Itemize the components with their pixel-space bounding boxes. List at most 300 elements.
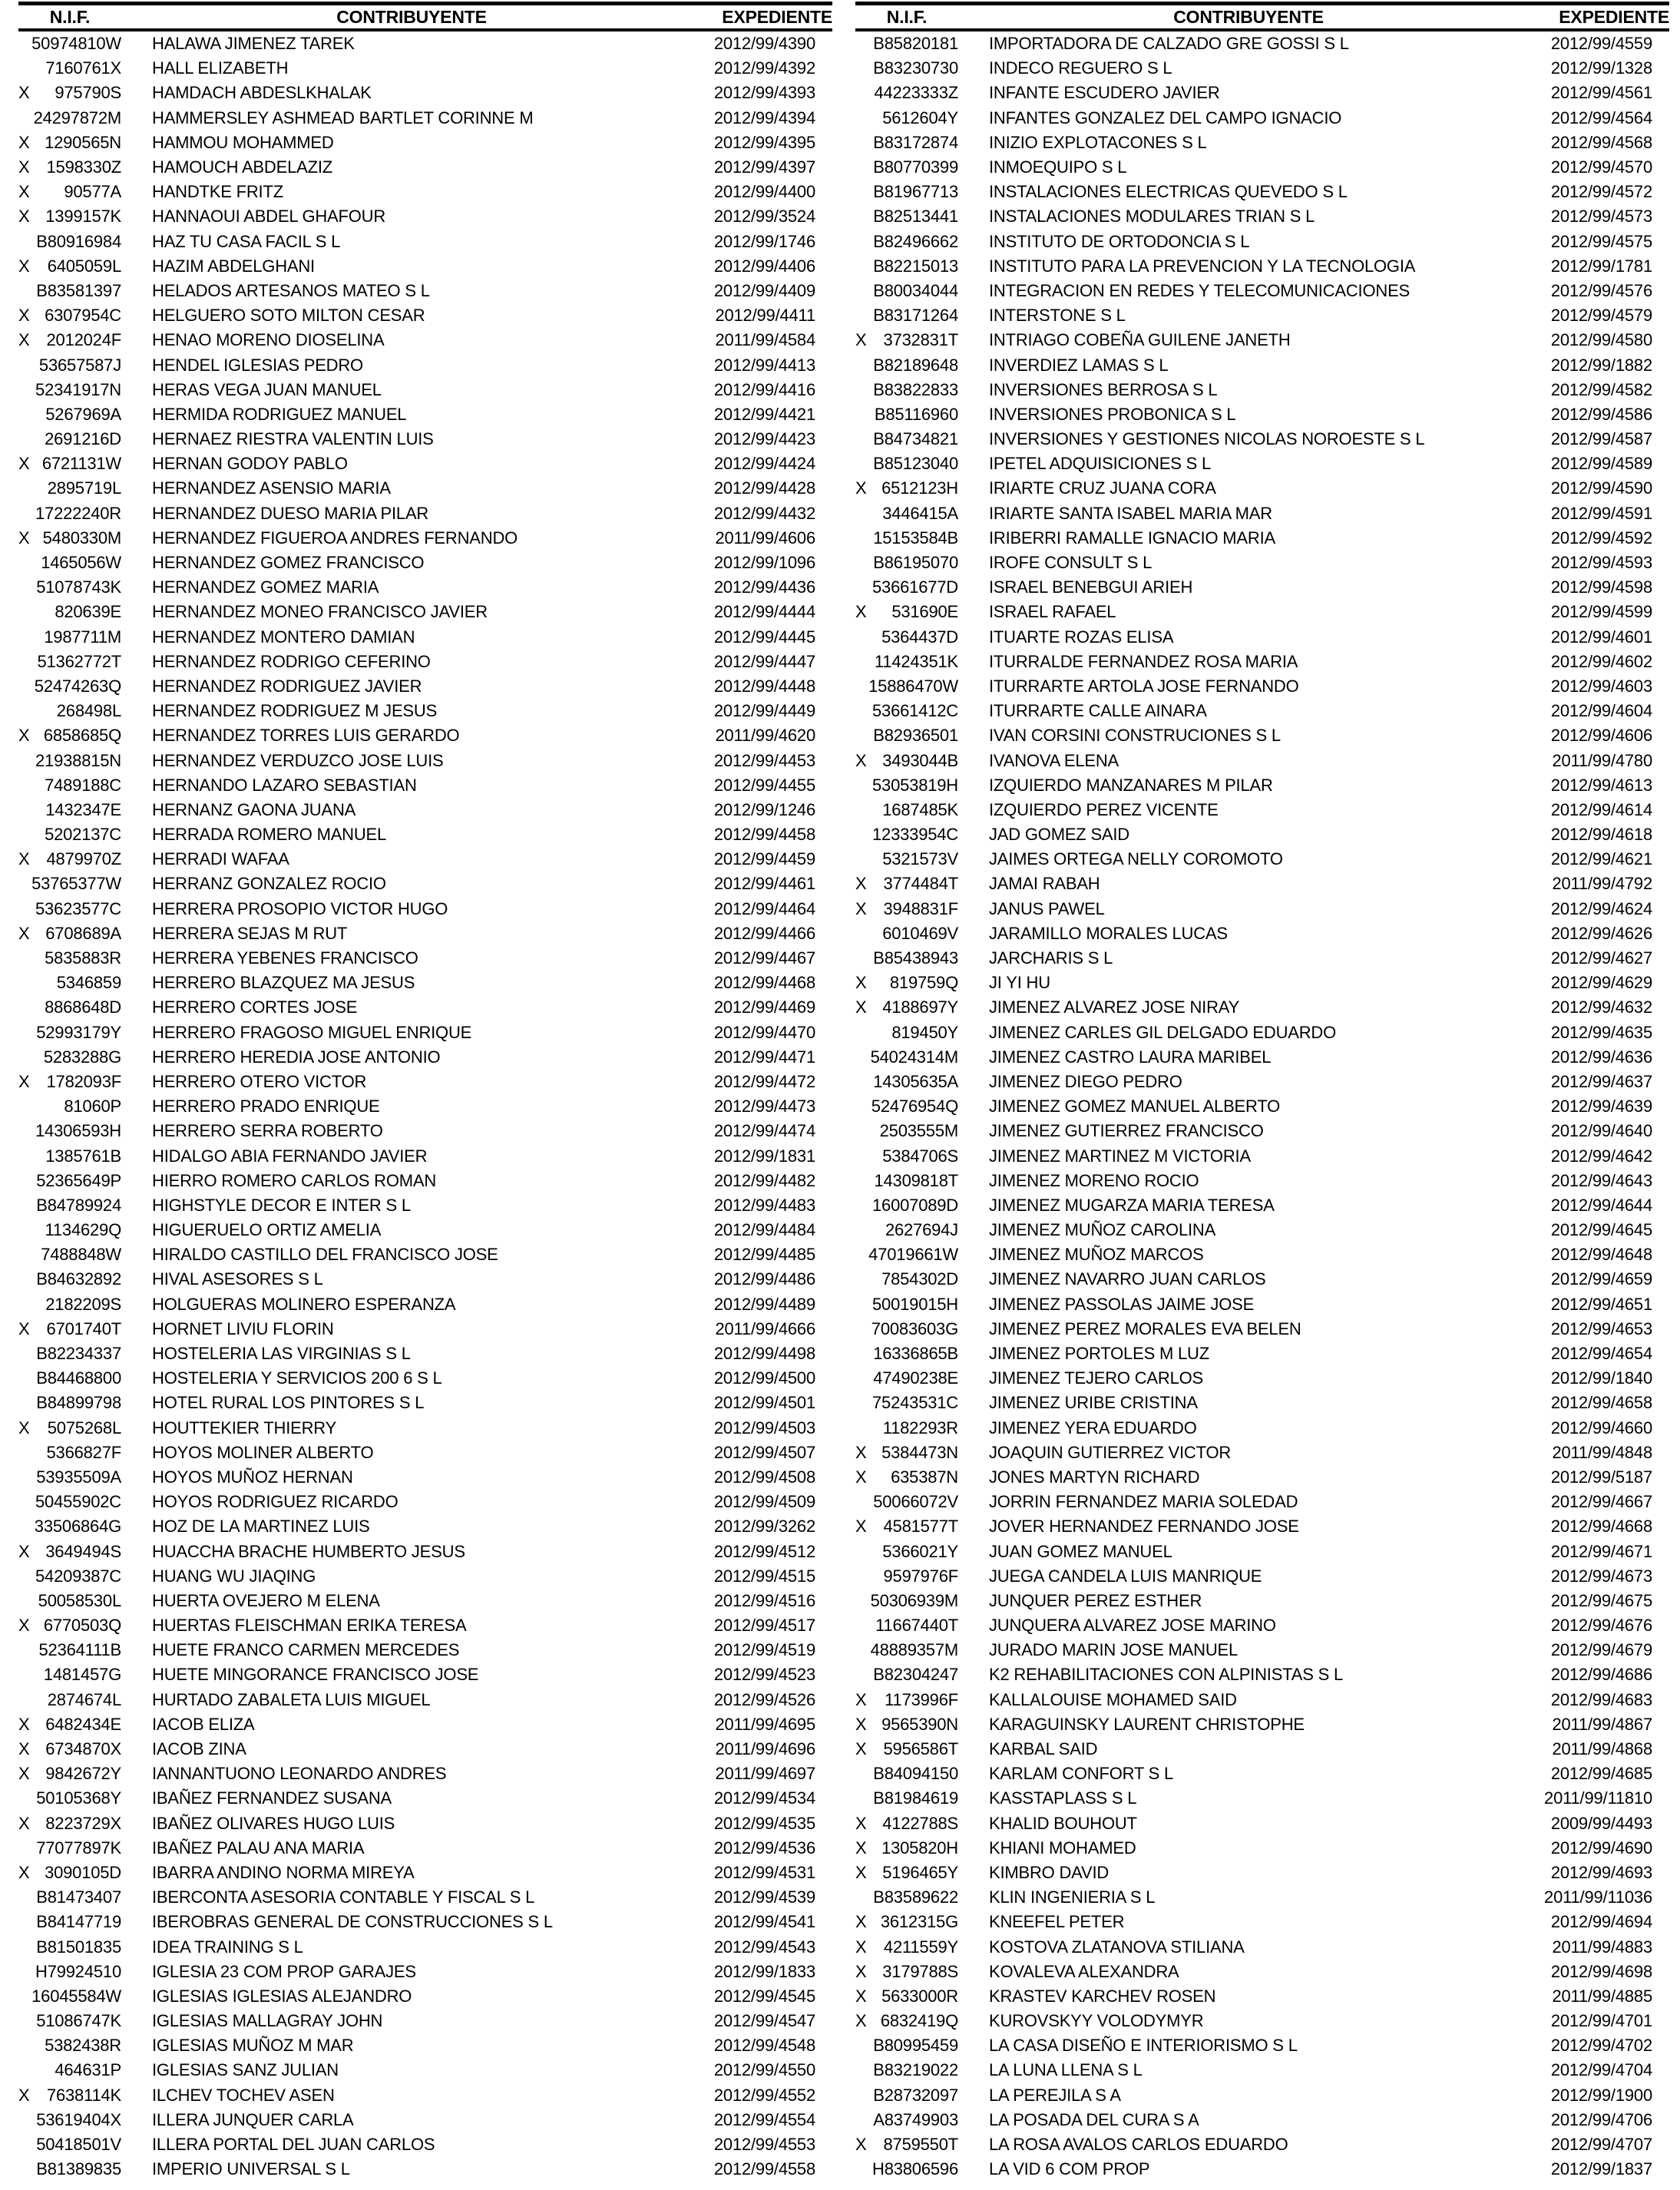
nif-cell: 3446415A [882,503,958,523]
table-row [855,625,1669,650]
contribuyente-cell: IRIARTE CRUZ JUANA CORA [989,478,1216,498]
expediente-cell: 2012/99/4601 [1550,627,1652,647]
nif-prefix: X [18,726,30,746]
contribuyente-cell: K2 REHABILITACIONES CON ALPINISTAS S L [989,1665,1344,1685]
nif-cell [18,83,121,103]
expediente-cell: 2012/99/4640 [1550,1121,1652,1141]
nif-cell: 6010469V [882,923,958,943]
expediente-cell: 2009/99/4493 [1550,1813,1652,1833]
nif-prefix: X [18,528,30,548]
table-row [855,2083,1669,2108]
expediente-cell: 2012/99/4432 [713,503,815,523]
nif-prefix: X [18,132,30,152]
expediente-cell: 2012/99/4653 [1550,1318,1652,1338]
table-row [18,526,832,551]
contribuyente-cell: HUETE FRANCO CARMEN MERCEDES [152,1640,460,1660]
expediente-cell: 2012/99/4466 [713,923,815,943]
nif-number: 6858685Q [43,726,121,746]
expediente-cell: 2012/99/4536 [713,1838,815,1858]
table-row [18,1737,832,1762]
nif-cell: B82215013 [873,256,958,276]
nif-prefix: X [855,330,867,350]
nif-cell [18,454,121,474]
contribuyente-cell: LA POSADA DEL CURA S A [989,2109,1199,2129]
table-row [855,1638,1669,1662]
table-row [855,155,1669,180]
table-row [855,872,1669,896]
table-row [855,204,1669,229]
table-row [18,1317,832,1341]
table-row [18,1045,832,1070]
contribuyente-cell: HALL ELIZABETH [152,58,289,78]
nif-cell: 47019661W [868,1245,958,1265]
contribuyente-cell: HIRALDO CASTILLO DEL FRANCISCO JOSE [152,1245,498,1265]
contribuyente-cell: JIMENEZ YERA EDUARDO [989,1418,1197,1437]
table-row [18,575,832,600]
expediente-cell: 2012/99/4526 [713,1689,815,1709]
contribuyente-cell: JUAN GOMEZ MANUEL [989,1541,1172,1561]
nif-cell: 5366827F [46,1442,121,1462]
nif-number: 3774484T [883,874,958,894]
table-row [18,476,832,501]
nif-cell: 52476954Q [871,1097,958,1117]
contribuyente-cell: HENAO MORENO DIOSELINA [152,330,385,350]
expediente-cell: 2012/99/1096 [713,553,815,573]
expediente-cell: 2012/99/4590 [1550,478,1652,498]
expediente-cell: 2012/99/4545 [713,1986,815,2006]
table-row [855,847,1669,872]
expediente-cell: 2012/99/1246 [713,799,815,819]
nif-cell [855,997,958,1017]
nif-prefix: X [18,1739,30,1759]
table-row [18,847,832,872]
expediente-cell: 2012/99/4394 [713,108,815,127]
expediente-cell: 2012/99/4459 [713,849,815,869]
nif-cell [855,973,958,993]
expediente-cell: 2011/99/4867 [1552,1714,1652,1734]
contribuyente-cell: JUEGA CANDELA LUIS MANRIQUE [989,1566,1262,1586]
table-row [18,822,832,847]
nif-cell: 819450Y [891,1022,958,1042]
nif-prefix: X [855,1517,867,1537]
contribuyente-cell: INSTITUTO PARA LA PREVENCION Y LA TECNOLOGIA [989,256,1416,276]
table-row [18,551,832,575]
table-row [18,2132,832,2157]
expediente-cell: 2012/99/4659 [1550,1269,1652,1289]
nif-number: 8759550T [883,2135,958,2155]
table-row [855,1861,1669,1885]
table-row [855,2108,1669,2132]
nif-prefix: X [855,874,867,894]
nif-cell: 1465056W [41,553,121,573]
nif-cell: 2503555M [879,1121,958,1141]
contribuyente-cell: HIGUERUELO ORTIZ AMELIA [152,1220,382,1240]
nif-cell: 50455902C [35,1492,121,1512]
table-row [855,674,1669,699]
nif-cell: 75243531C [872,1393,958,1413]
expediente-cell: 2012/99/4604 [1550,701,1652,721]
nif-cell: B85116960 [874,404,958,424]
contribuyente-cell: HERRERO OTERO VICTOR [152,1071,367,1091]
nif-cell: B80034044 [873,280,958,300]
contribuyente-cell: IVAN CORSINI CONSTRUCIONES S L [989,726,1281,746]
contribuyente-cell: KARAGUINSKY LAURENT CHRISTOPHE [989,1714,1305,1734]
expediente-cell: 2012/99/4421 [713,404,815,424]
nif-prefix: X [18,182,30,202]
nif-cell: 52364111B [38,1640,121,1660]
contribuyente-cell: KOSTOVA ZLATANOVA STILIANA [989,1937,1245,1957]
nif-cell: 15153584B [873,528,958,548]
nif-cell: 2691216D [45,429,121,449]
table-row [855,402,1669,427]
nif-number: 975790S [55,83,121,103]
table-row [18,921,832,946]
contribuyente-cell: HAZ TU CASA FACIL S L [152,231,341,251]
expediente-cell: 2012/99/4489 [713,1294,815,1314]
contribuyente-cell: KHALID BOUHOUT [989,1813,1137,1833]
nif-cell: 268498L [56,701,121,721]
expediente-cell: 2012/99/4472 [713,1071,815,1091]
nif-cell [18,1616,121,1636]
contribuyente-cell: JUNQUER PEREZ ESTHER [989,1590,1202,1610]
nif-cell: B80770399 [873,157,958,177]
expediente-cell: 2012/99/4573 [1550,207,1652,227]
nif-cell [855,874,958,894]
expediente-cell: 2012/99/4618 [1550,825,1652,845]
nif-number: 3179788S [882,1961,958,1981]
contribuyente-cell: IMPERIO UNIVERSAL S L [152,2159,350,2179]
nif-cell: A83749903 [873,2109,958,2129]
nif-prefix: X [855,997,867,1017]
expediente-cell: 2012/99/4624 [1550,898,1652,918]
nif-number: 6701740T [46,1318,121,1338]
table-row [855,1218,1669,1242]
table-row [855,1836,1669,1861]
expediente-cell: 2012/99/4589 [1550,454,1652,474]
nif-number: 3649494S [45,1541,121,1561]
table-header-row [855,5,1669,28]
nif-prefix: X [18,923,30,943]
contribuyente-cell: IPETEL ADQUISICIONES S L [989,454,1212,474]
table-row [18,674,832,699]
table-row [18,1242,832,1267]
table-row [855,551,1669,575]
expediente-cell: 2012/99/4676 [1550,1616,1652,1636]
contribuyente-cell: LA VID 6 COM PROP [989,2159,1150,2179]
table-row [855,1070,1669,1094]
nif-prefix: X [18,1071,30,1091]
nif-cell: B83822833 [873,379,958,399]
expediente-cell: 2012/99/4635 [1550,1022,1652,1042]
expediente-cell: 2012/99/4519 [713,1640,815,1660]
nif-cell: B28732097 [873,2085,958,2105]
contribuyente-cell: HELGUERO SOTO MILTON CESAR [152,306,425,326]
nif-cell: 53935509A [36,1467,121,1487]
expediente-cell: 2012/99/4592 [1550,528,1652,548]
table-row [18,1341,832,1366]
contribuyente-cell: JOVER HERNANDEZ FERNANDO JOSE [989,1517,1299,1537]
table-row [18,995,832,1020]
expediente-cell: 2012/99/4449 [713,701,815,721]
nif-cell [855,1937,958,1957]
table-row [18,1441,832,1465]
expediente-cell: 2012/99/4586 [1550,404,1652,424]
nif-number: 3493044B [882,750,958,770]
nif-cell: 21938815N [35,750,121,770]
table-row [18,155,832,180]
expediente-cell: 2012/99/4515 [713,1566,815,1586]
nif-number: 3948831F [883,898,958,918]
contribuyente-cell: HERRERA PROSOPIO VICTOR HUGO [152,898,448,918]
table-row [855,1045,1669,1070]
expediente-cell: 2012/99/4534 [713,1788,815,1808]
nif-cell: 53053819H [872,775,958,795]
expediente-cell: 2012/99/4503 [713,1418,815,1437]
expediente-cell: 2012/99/4690 [1550,1838,1652,1858]
contribuyente-cell: KRASTEV KARCHEV ROSEN [989,1986,1216,2006]
expediente-cell: 2012/99/4447 [713,651,815,671]
nif-cell: B81984619 [873,1788,958,1808]
expediente-cell: 2012/99/4467 [713,948,815,968]
expediente-cell: 2012/99/5187 [1550,1467,1652,1487]
contribuyente-cell: HELADOS ARTESANOS MATEO S L [152,280,430,300]
table-row [18,1169,832,1193]
expediente-cell: 2012/99/1781 [1550,256,1652,276]
table-row [18,1589,832,1613]
contribuyente-cell: INTEGRACION EN REDES Y TELECOMUNICACIONES [989,280,1410,300]
table-row [18,279,832,303]
expediente-cell: 2012/99/4643 [1550,1170,1652,1190]
contribuyente-cell: HERNANDEZ MONTERO DAMIAN [152,627,415,647]
contribuyente-cell: HERRADI WAFAA [152,849,289,869]
expediente-cell: 2012/99/4660 [1550,1418,1652,1437]
nif-prefix: X [855,2011,867,2031]
nif-number: 6512123H [881,478,958,498]
table-row [855,1441,1669,1465]
nif-cell: B84094150 [873,1764,958,1784]
table-row [855,352,1669,377]
expediente-cell: 2012/99/4668 [1550,1517,1652,1537]
table-row [18,1193,832,1218]
nif-cell [18,1814,121,1834]
expediente-cell: 2012/99/3524 [713,207,815,227]
contribuyente-cell: KARLAM CONFORT S L [989,1764,1174,1784]
expediente-cell: 2012/99/4637 [1550,1071,1652,1091]
contribuyente-cell: JIMENEZ MARTINEZ M VICTORIA [989,1146,1251,1166]
table-row [855,526,1669,551]
table-row [18,1836,832,1861]
contribuyente-cell: HIVAL ASESORES S L [152,1269,323,1289]
table-row [855,254,1669,279]
expediente-cell: 2011/99/4885 [1552,1986,1652,2006]
nif-prefix: X [855,1739,867,1759]
expediente-cell: 2012/99/4575 [1550,231,1652,251]
contribuyente-cell: HIERRO ROMERO CARLOS ROMAN [152,1170,437,1190]
contribuyente-cell: JAD GOMEZ SAID [989,825,1129,845]
table-row [855,773,1669,798]
table-row [18,1712,832,1737]
expediente-cell: 2012/99/4580 [1550,330,1652,350]
nif-cell: B83581397 [36,280,121,300]
contribuyente-cell: IGLESIAS SANZ JULIAN [152,2060,339,2080]
contribuyente-cell: HERRANZ GONZALEZ ROCIO [152,874,386,894]
table-row [18,1292,832,1317]
expediente-cell: 2012/99/1840 [1550,1368,1652,1388]
nif-cell: 81060P [64,1097,121,1117]
contribuyente-cell: HERRERO PRADO ENRIQUE [152,1097,380,1117]
nif-cell: 50105368Y [36,1788,121,1808]
expediente-cell: 2012/99/4498 [713,1344,815,1364]
nif-prefix: X [855,1442,867,1462]
expediente-cell: 2012/99/4485 [713,1245,815,1265]
nif-number: 4211559Y [883,1937,958,1957]
nif-prefix: X [18,454,30,474]
table-row [855,427,1669,452]
expediente-cell: 2012/99/4423 [713,429,815,449]
expediente-cell: 2012/99/4599 [1550,602,1652,622]
contribuyente-cell: INTRIAGO COBEÑA GUILENE JANETH [989,330,1291,350]
nif-cell: B83172874 [873,132,958,152]
table-header-row [18,5,832,28]
table-row [855,946,1669,971]
nif-number: 3090105D [45,1862,121,1882]
expediente-cell: 2012/99/4642 [1550,1146,1652,1166]
expediente-cell: 2012/99/4455 [713,775,815,795]
contribuyente-cell: HERNANDEZ FIGUEROA ANDRES FERNANDO [152,528,518,548]
nif-prefix: X [855,973,867,993]
contribuyente-cell: HUACCHA BRACHE HUMBERTO JESUS [152,1541,465,1561]
contribuyente-cell: KALLALOUISE MOHAMED SAID [989,1689,1237,1709]
table-row [18,106,832,131]
contribuyente-cell: HURTADO ZABALETA LUIS MIGUEL [152,1689,431,1709]
nif-cell: B83589622 [873,1887,958,1907]
table-row [855,1490,1669,1514]
table-row [18,1564,832,1589]
nif-cell [855,1912,958,1932]
expediente-cell: 2011/99/4697 [715,1764,815,1784]
expediente-cell: 2012/99/4470 [713,1022,815,1042]
expediente-cell: 2012/99/4543 [713,1937,815,1957]
nif-cell: 1987711M [44,627,121,647]
expediente-cell: 2012/99/4639 [1550,1097,1652,1117]
contribuyente-cell: INVERSIONES Y GESTIONES NICOLAS NOROESTE S L [989,429,1425,449]
nif-cell: 16336865B [873,1344,958,1364]
nif-cell: 464631P [55,2060,121,2080]
expediente-cell: 2012/99/4667 [1550,1492,1652,1512]
table-row [855,180,1669,204]
table-row [18,131,832,155]
nif-prefix: X [18,1764,30,1784]
nif-cell: 48889357M [870,1640,958,1660]
table-row [18,352,832,377]
contribuyente-cell: HERRERA YEBENES FRANCISCO [152,948,418,968]
nif-number: 8223729X [45,1813,121,1833]
expediente-cell: 2012/99/4553 [713,2135,815,2155]
contribuyente-cell: IZQUIERDO PEREZ VICENTE [989,799,1219,819]
contribuyente-cell: HERRERO CORTES JOSE [152,997,358,1017]
nif-cell: B81473407 [36,1887,121,1907]
nif-cell: 77077897K [36,1838,121,1858]
table-row [18,501,832,526]
nif-cell [855,899,958,919]
expediente-cell: 2012/99/4683 [1550,1689,1652,1709]
contribuyente-cell: KHIANI MOHAMED [989,1838,1136,1858]
nif-cell: B84899798 [36,1393,121,1413]
nif-prefix: X [855,1813,867,1833]
nif-number: 4188697Y [882,997,958,1017]
nif-prefix: X [855,602,867,622]
nif-cell [18,726,121,746]
expediente-cell: 2012/99/4602 [1550,651,1652,671]
nif-cell [855,2135,958,2155]
contribuyente-cell: JIMENEZ PASSOLAS JAIME JOSE [989,1294,1255,1314]
table-row [18,81,832,105]
nif-cell: B83219022 [873,2060,958,2080]
contribuyente-cell: IACOB ZINA [152,1739,246,1759]
table-row [855,106,1669,131]
table-row [855,1193,1669,1218]
nif-cell: 7488848W [41,1245,121,1265]
expediente-cell: 2012/99/4629 [1550,973,1652,993]
expediente-cell: 2011/99/4696 [715,1739,815,1759]
expediente-cell: 2012/99/4658 [1550,1393,1652,1413]
expediente-cell: 2012/99/4694 [1550,1912,1652,1932]
table-row [855,1934,1669,1959]
expediente-cell: 2012/99/4679 [1550,1640,1652,1660]
nif-number: 5196465Y [882,1862,958,1882]
nif-cell: B82189648 [873,355,958,375]
nif-cell [855,1517,958,1537]
nif-cell: 7854302D [881,1269,958,1289]
nif-cell [18,306,121,326]
table-row [855,1786,1669,1811]
column-header-nif: N.I.F. [49,6,91,27]
contribuyente-cell: IBAÑEZ OLIVARES HUGO LUIS [152,1813,395,1833]
nif-cell [855,1838,958,1858]
nif-number: 635387N [891,1467,958,1487]
table-row [18,1910,832,1934]
contribuyente-cell: ILLERA PORTAL DEL JUAN CARLOS [152,2135,435,2155]
nif-cell: 50066072V [873,1492,958,1512]
nif-prefix: X [855,1467,867,1487]
expediente-cell: 2012/99/4613 [1550,775,1652,795]
expediente-cell: 2012/99/4706 [1550,2109,1652,2129]
expediente-cell: 2012/99/4390 [713,34,815,54]
table-row [855,1910,1669,1934]
expediente-cell: 2012/99/4474 [713,1121,815,1141]
table-row [855,921,1669,946]
contribuyente-cell: HERNANDEZ RODRIGO CEFERINO [152,651,431,671]
table-row [855,1416,1669,1441]
contribuyente-cell: IGLESIA 23 COM PROP GARAJES [152,1961,416,1981]
table-row [18,1688,832,1712]
contribuyente-cell: INSTITUTO DE ORTODONCIA S L [989,231,1250,251]
nif-prefix: X [855,1862,867,1882]
expediente-cell: 2012/99/4598 [1550,577,1652,597]
table-row [18,1811,832,1836]
contribuyente-cell: HERNAN GODOY PABLO [152,454,348,474]
table-row [855,81,1669,105]
contribuyente-cell: KOVALEVA ALEXANDRA [989,1961,1179,1981]
nif-cell: B84632892 [36,1269,121,1289]
nif-cell: B81501835 [36,1937,121,1957]
nif-cell: B84147719 [36,1912,121,1932]
table-row [855,1613,1669,1638]
table-row [18,1934,832,1959]
nif-cell: 5366021Y [882,1541,958,1561]
expediente-cell: 2012/99/3262 [713,1517,815,1537]
contribuyente-cell: HERMIDA RODRIGUEZ MANUEL [152,404,407,424]
